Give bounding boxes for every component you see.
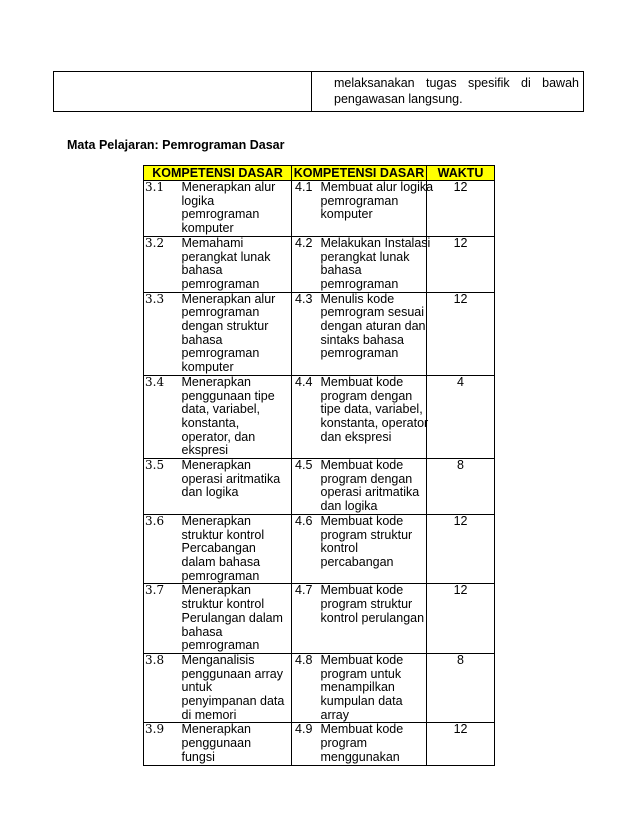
- kd4-text-line: kontrol perulangan: [320, 610, 425, 625]
- kd4-number: 4.1: [292, 181, 321, 237]
- kd4-text-line: Melakukan Instalasi: [320, 235, 431, 250]
- kd3-text: [182, 181, 292, 237]
- waktu-value: 12: [427, 181, 495, 237]
- table-row: [144, 584, 495, 654]
- kd3-text: [182, 584, 292, 654]
- kd3-text-line: bahasa: [181, 263, 223, 278]
- kd4-text-line: komputer: [320, 207, 373, 222]
- kd3-text: [182, 653, 292, 723]
- waktu-value: 12: [427, 584, 495, 654]
- kd3-text-line: operasi aritmatika: [181, 471, 281, 486]
- kd3-text: [182, 292, 292, 375]
- waktu-value: 12: [427, 514, 495, 584]
- kd4-text-line: percabangan: [320, 554, 394, 569]
- table-row: [144, 723, 495, 765]
- kd3-text-line: logika: [181, 193, 215, 208]
- kd3-text-line: pemrograman: [181, 346, 260, 361]
- kd4-text-line: kumpulan data: [320, 694, 403, 709]
- kd3-text-line: Menerapkan: [181, 583, 251, 598]
- kd3-text: [182, 236, 292, 292]
- kd3-number: 3.5: [144, 459, 182, 515]
- kd3-number: 3.4: [144, 375, 182, 458]
- kd4-text-line: sintaks bahasa: [320, 332, 404, 347]
- kd4-text-line: pemrograman: [320, 193, 399, 208]
- kd3-number: 3.8: [144, 653, 182, 723]
- table-row: [144, 375, 495, 458]
- kd3-text-line: komputer: [181, 360, 234, 375]
- kd3-number: 3.1: [144, 181, 182, 237]
- kd4-text-line: dengan aturan dan: [320, 319, 426, 334]
- kd4-number: 4.9: [292, 723, 321, 765]
- kd3-text-line: struktur kontrol: [181, 597, 265, 612]
- kd4-text-line: dan logika: [320, 499, 378, 514]
- description-line-1: melaksanakan tugas spesifik di bawah: [334, 76, 579, 90]
- kd3-text-line: data, variabel,: [181, 402, 261, 417]
- kd4-text-line: program untuk: [320, 666, 402, 681]
- kd3-text-line: pemrograman: [181, 568, 260, 583]
- kd3-text-line: Menerapkan: [181, 374, 251, 389]
- kd3-text-line: Menganalisis: [181, 652, 255, 667]
- table-body: [144, 181, 495, 766]
- kd3-text: [182, 514, 292, 584]
- kd4-text-line: Membuat kode: [320, 374, 404, 389]
- kd4-number: 4.4: [292, 375, 321, 458]
- kd3-text-line: pemrograman: [181, 276, 260, 291]
- kd4-text-line: perangkat lunak: [320, 249, 410, 264]
- kd3-text-line: operator, dan: [181, 429, 256, 444]
- table-row: [144, 514, 495, 584]
- kd3-text-line: komputer: [181, 221, 234, 236]
- kd4-text-line: dan ekspresi: [320, 429, 392, 444]
- kd4-text: [321, 459, 427, 515]
- kd4-text-line: menggunakan: [320, 749, 400, 764]
- header-kd4: KOMPETENSI DASAR: [292, 166, 427, 181]
- waktu-value: 12: [427, 292, 495, 375]
- kd3-text-line: perangkat lunak: [181, 249, 271, 264]
- kd4-number: 4.5: [292, 459, 321, 515]
- kd4-text-line: konstanta, operator: [320, 415, 429, 430]
- kd4-text-line: pemrograman: [320, 346, 399, 361]
- kd4-text: [321, 584, 427, 654]
- kd4-text-line: tipe data, variabel,: [320, 402, 423, 417]
- kd3-text-line: untuk: [181, 680, 213, 695]
- kd4-text: [321, 514, 427, 584]
- kd3-text-line: penggunaan array: [181, 666, 283, 681]
- kd3-text-line: di memori: [181, 707, 237, 722]
- kd4-text-line: bahasa: [320, 263, 362, 278]
- waktu-value: 8: [427, 459, 495, 515]
- kd4-text-line: pemrogram sesuai: [320, 305, 425, 320]
- kd4-text-line: Membuat kode: [320, 652, 404, 667]
- kd3-number: 3.3: [144, 292, 182, 375]
- kd4-text-line: Membuat alur logika: [320, 180, 434, 194]
- kd3-text-line: fungsi: [181, 749, 215, 764]
- competency-table: [143, 165, 495, 766]
- waktu-value: 8: [427, 653, 495, 723]
- kd3-text-line: pemrograman: [181, 305, 260, 320]
- kd3-text-line: Memahami: [181, 235, 244, 250]
- header-waktu: WAKTU: [427, 166, 495, 181]
- kd4-text-line: operasi aritmatika: [320, 485, 420, 500]
- empty-left-cell: [54, 72, 312, 112]
- kd4-text: [321, 375, 427, 458]
- table-row: [144, 653, 495, 723]
- kd3-text-line: pemrograman: [181, 207, 260, 222]
- description-line-2: pengawasan langsung.: [334, 92, 463, 106]
- kd4-text-line: program dengan: [320, 388, 413, 403]
- kd4-text-line: Membuat kode: [320, 722, 404, 737]
- kd4-text-line: Menulis kode: [320, 291, 395, 306]
- previous-page-table-continuation: [53, 71, 584, 112]
- kd4-text-line: Membuat kode: [320, 583, 404, 598]
- subject-heading: Mata Pelajaran: Pemrograman Dasar: [67, 138, 285, 152]
- kd3-text-line: dan logika: [181, 485, 239, 500]
- table-row: [144, 181, 495, 237]
- kd3-text-line: penyimpanan data: [181, 694, 285, 709]
- kd4-text: [321, 292, 427, 375]
- kd4-number: 4.7: [292, 584, 321, 654]
- kd3-text-line: pemrograman: [181, 638, 260, 653]
- table-row: [144, 236, 495, 292]
- kd3-text-line: konstanta,: [181, 415, 240, 430]
- kd3-text-line: Menerapkan alur: [181, 291, 276, 306]
- waktu-value: 12: [427, 723, 495, 765]
- kd4-text-line: program struktur: [320, 597, 413, 612]
- header-kd3: KOMPETENSI DASAR: [144, 166, 292, 181]
- kd3-text-line: Percabangan: [181, 541, 256, 556]
- kd3-text: [182, 459, 292, 515]
- kd4-text-line: Membuat kode: [320, 458, 404, 473]
- kd4-text-line: program: [320, 736, 368, 751]
- kd3-text: [182, 375, 292, 458]
- kd3-text-line: Menerapkan: [181, 513, 251, 528]
- table-row: [144, 292, 495, 375]
- kd3-number: 3.6: [144, 514, 182, 584]
- kd4-text-line: array: [320, 707, 349, 722]
- kd3-text-line: bahasa: [181, 332, 223, 347]
- kd3-text-line: dengan struktur: [181, 319, 269, 334]
- kd3-text: [182, 723, 292, 765]
- kd4-number: 4.8: [292, 653, 321, 723]
- kd4-text-line: pemrograman: [320, 276, 399, 291]
- kd4-text: [321, 723, 427, 765]
- waktu-value: 12: [427, 236, 495, 292]
- kd3-text-line: Menerapkan: [181, 458, 251, 473]
- kd4-text-line: kontrol: [320, 541, 359, 556]
- kd4-text-line: menampilkan: [320, 680, 395, 695]
- waktu-value: 4: [427, 375, 495, 458]
- kd3-number: 3.9: [144, 723, 182, 765]
- kd4-number: 4.2: [292, 236, 321, 292]
- kd4-text-line: Membuat kode: [320, 513, 404, 528]
- description-cell: [312, 72, 584, 112]
- kd3-number: 3.2: [144, 236, 182, 292]
- kd3-text-line: Perulangan dalam: [181, 610, 283, 625]
- kd3-text-line: penggunaan tipe: [181, 388, 275, 403]
- table-header-row: [144, 166, 495, 181]
- kd3-text-line: Menerapkan alur: [181, 180, 276, 194]
- kd4-text-line: program dengan: [320, 471, 413, 486]
- kd4-number: 4.3: [292, 292, 321, 375]
- kd3-number: 3.7: [144, 584, 182, 654]
- kd3-text-line: penggunaan: [181, 736, 252, 751]
- kd3-text-line: Menerapkan: [181, 722, 251, 737]
- kd4-text-line: program struktur: [320, 527, 413, 542]
- table-row: [144, 459, 495, 515]
- kd3-text-line: bahasa: [181, 624, 223, 639]
- kd4-text: [320, 235, 431, 292]
- kd4-text: [320, 180, 434, 237]
- kd4-number: 4.6: [292, 514, 321, 584]
- kd3-text-line: ekspresi: [181, 443, 229, 458]
- kd3-text-line: dalam bahasa: [181, 554, 261, 569]
- kd3-text-line: struktur kontrol: [181, 527, 265, 542]
- kd4-text: [321, 653, 427, 723]
